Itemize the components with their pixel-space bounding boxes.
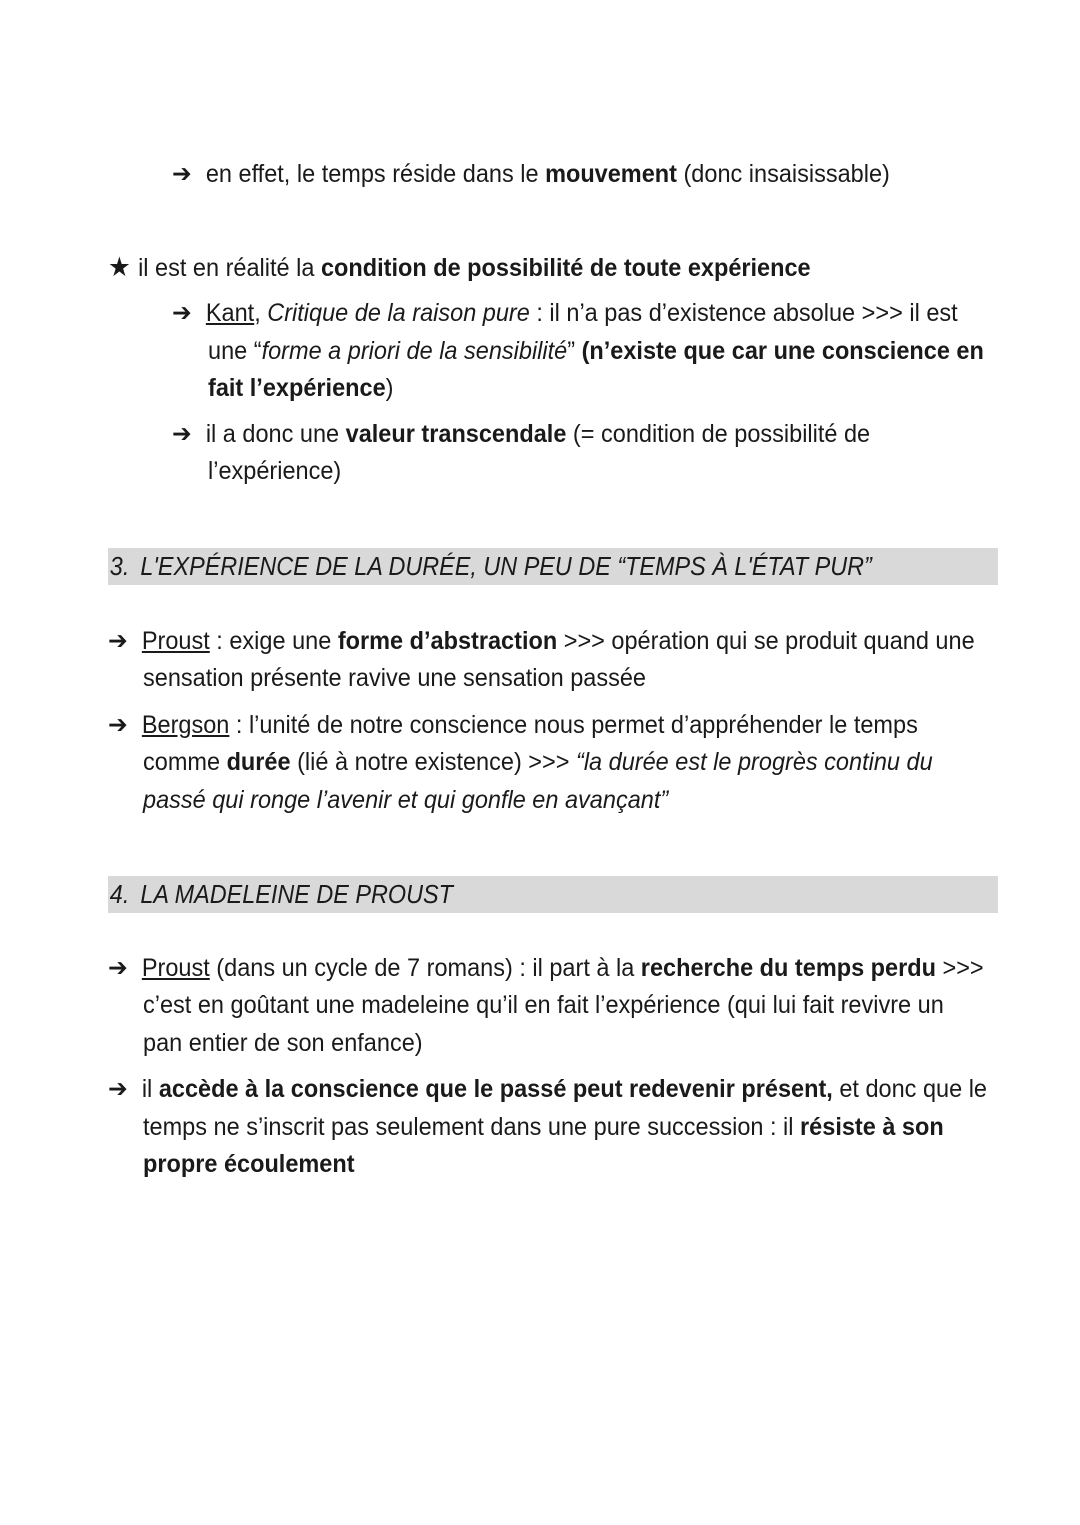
bergson-line-3: passé qui ronge l’avenir et qui gonfle en avançant” [143,786,669,814]
kant-bullet: ➔ Kant, Critique de la raison pure : il n’a pas d’existence absolue >>> il est [172,295,958,332]
transcendental-bullet: ➔ il a donc une valeur transcendale (= condition de possibilité de [172,416,870,453]
kant-line-3: fait l’expérience) [208,374,394,402]
conscience-line-2: temps ne s’inscrit pas seulement dans une pure succession : il résiste à son [143,1113,944,1141]
kant-link: Kant [205,299,255,327]
conscience-bullet: ➔ il accède à la conscience que le passé peut redevenir présent, et donc que le [108,1071,987,1108]
bergson-link: Bergson [141,711,230,739]
conscience-line-3: propre écoulement [143,1150,355,1178]
proust-bullet: ➔ Proust : exige une forme d’abstraction >>> opération qui se produit quand une [108,623,975,660]
arrow-icon: ➔ [108,1075,128,1103]
proust-link: Proust [141,627,210,655]
proust-link: Proust [141,954,210,982]
star-icon: ★ [108,252,131,282]
arrow-icon: ➔ [108,954,128,982]
arrow-icon: ➔ [172,420,192,448]
kant-line-2: une “forme a priori de la sensibilité” (n’existe que car une conscience en [208,337,984,365]
movement-bullet: ➔ en effet, le temps réside dans le mouvement (donc insaisissable) [172,156,890,193]
madeleine-line-3: pan entier de son enfance) [143,1029,423,1057]
bergson-line-2: comme durée (lié à notre existence) >>> “la durée est le progrès continu du [143,748,933,776]
star-bullet: ★ il est en réalité la condition de possibilité de toute expérience [108,249,811,287]
arrow-icon: ➔ [172,160,192,188]
arrow-icon: ➔ [108,711,128,739]
section-4-heading: 4. LA MADELEINE DE PROUST [108,876,998,913]
section-3-heading: 3. L'EXPÉRIENCE DE LA DURÉE, UN PEU DE “TEMPS À L'ÉTAT PUR” [108,548,998,585]
arrow-icon: ➔ [172,299,192,327]
proust-line-2: sensation présente ravive une sensation passée [143,664,646,692]
arrow-icon: ➔ [108,627,128,655]
bergson-bullet: ➔ Bergson : l’unité de notre conscience nous permet d’appréhender le temps [108,707,918,744]
madeleine-bullet: ➔ Proust (dans un cycle de 7 romans) : il part à la recherche du temps perdu >>> [108,950,984,987]
transcendental-line-2: l’expérience) [208,457,342,485]
madeleine-line-2: c’est en goûtant une madeleine qu’il en fait l’expérience (qui lui fait revivre un [143,991,944,1019]
